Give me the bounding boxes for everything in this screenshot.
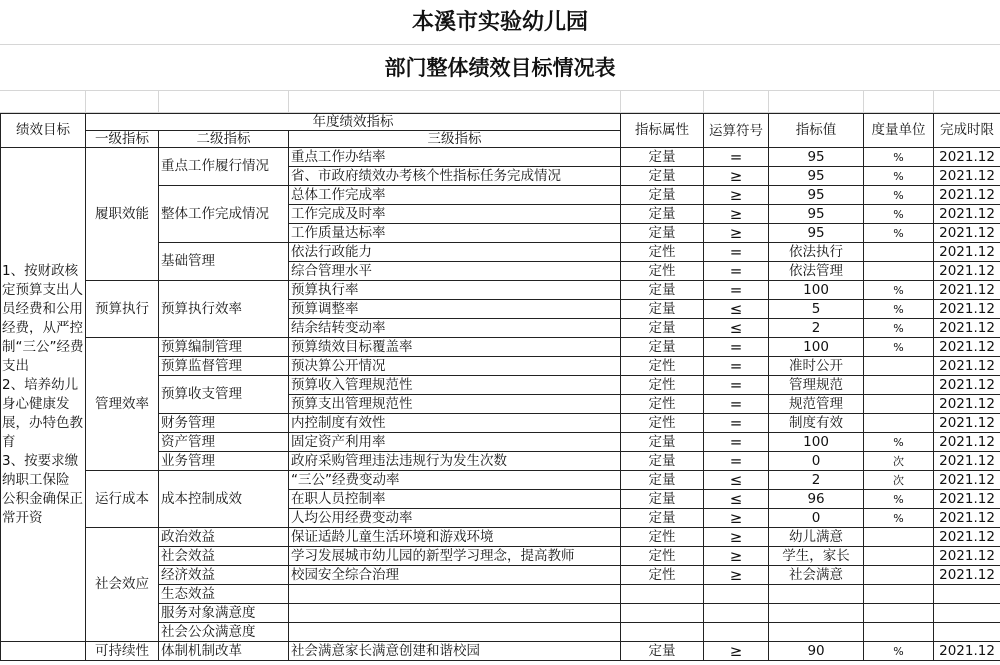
value-cell: 依法执行 [769, 243, 864, 262]
unit-cell: % [864, 167, 934, 186]
level2-cell: 成本控制成效 [159, 471, 289, 528]
level3-cell: 保证适龄儿童生活环境和游戏环境 [289, 528, 621, 547]
unit-cell: % [864, 224, 934, 243]
level3-cell: “三公”经费变动率 [289, 471, 621, 490]
time-cell: 2021.12 [934, 566, 1000, 585]
time-cell: 2021.12 [934, 433, 1000, 452]
level3-cell: 学习发展城市幼儿园的新型学习理念，提高教师 [289, 547, 621, 566]
level3-cell: 依法行政能力 [289, 243, 621, 262]
time-cell: 2021.12 [934, 642, 1000, 661]
attr-cell: 定量 [621, 167, 704, 186]
level2-cell: 预算监督管理 [159, 357, 289, 376]
value-cell: 规范管理 [769, 395, 864, 414]
op-cell [704, 604, 769, 623]
unit-cell: % [864, 148, 934, 167]
unit-cell: % [864, 642, 934, 661]
attr-cell: 定量 [621, 281, 704, 300]
op-cell: ≥ [704, 509, 769, 528]
op-cell: = [704, 414, 769, 433]
unit-cell: % [864, 186, 934, 205]
attr-cell: 定量 [621, 471, 704, 490]
level3-cell: 在职人员控制率 [289, 490, 621, 509]
header-value: 指标值 [769, 114, 864, 148]
unit-cell: 次 [864, 452, 934, 471]
level3-cell: 预算收入管理规范性 [289, 376, 621, 395]
op-cell: ≥ [704, 205, 769, 224]
level3-cell [289, 623, 621, 642]
value-cell: 制度有效 [769, 414, 864, 433]
op-cell: ≤ [704, 300, 769, 319]
unit-cell: % [864, 509, 934, 528]
op-cell: = [704, 395, 769, 414]
time-cell [934, 623, 1000, 642]
goal-text-cell: 1、按财政核定预算支出人员经费和公用经费，从严控制“三公”经费支出 2、培养幼儿身心健康发展，办特色教育 3、按要求缴纳职工保险 公积金确保正常开资 [1, 148, 86, 642]
level3-cell: 工作完成及时率 [289, 205, 621, 224]
attr-cell: 定性 [621, 566, 704, 585]
value-cell: 95 [769, 205, 864, 224]
level3-cell: 结余结转变动率 [289, 319, 621, 338]
unit-cell: % [864, 490, 934, 509]
level2-cell: 预算执行效率 [159, 281, 289, 338]
unit-cell [864, 547, 934, 566]
unit-cell: % [864, 205, 934, 224]
level2-cell: 社会效益 [159, 547, 289, 566]
time-cell: 2021.12 [934, 414, 1000, 433]
op-cell: = [704, 338, 769, 357]
header-level1: 一级指标 [86, 131, 159, 148]
value-cell [769, 604, 864, 623]
time-cell: 2021.12 [934, 471, 1000, 490]
level2-cell: 基础管理 [159, 243, 289, 281]
level1-cell: 运行成本 [86, 471, 159, 528]
unit-cell: % [864, 338, 934, 357]
time-cell: 2021.12 [934, 281, 1000, 300]
value-cell: 95 [769, 224, 864, 243]
op-cell: ≥ [704, 547, 769, 566]
op-cell: = [704, 243, 769, 262]
op-cell: ≥ [704, 224, 769, 243]
attr-cell: 定量 [621, 148, 704, 167]
attr-cell [621, 585, 704, 604]
value-cell: 社会满意 [769, 566, 864, 585]
attr-cell: 定量 [621, 300, 704, 319]
level3-cell: 总体工作完成率 [289, 186, 621, 205]
op-cell: ≥ [704, 642, 769, 661]
level1-cell: 预算执行 [86, 281, 159, 338]
header-goal: 绩效目标 [1, 114, 86, 148]
attr-cell: 定性 [621, 547, 704, 566]
value-cell: 100 [769, 338, 864, 357]
time-cell [934, 585, 1000, 604]
unit-cell [864, 243, 934, 262]
time-cell [934, 604, 1000, 623]
level3-cell: 政府采购管理违法违规行为发生次数 [289, 452, 621, 471]
level3-cell: 人均公用经费变动率 [289, 509, 621, 528]
attr-cell: 定量 [621, 205, 704, 224]
level3-cell [289, 585, 621, 604]
level1-cell: 履职效能 [86, 148, 159, 281]
unit-cell [864, 262, 934, 281]
level2-cell: 业务管理 [159, 452, 289, 471]
op-cell: = [704, 357, 769, 376]
op-cell: = [704, 433, 769, 452]
attr-cell: 定量 [621, 642, 704, 661]
attr-cell: 定量 [621, 186, 704, 205]
level3-cell: 社会满意家长满意创建和谐校园 [289, 642, 621, 661]
level2-cell: 社会公众满意度 [159, 623, 289, 642]
header-op: 运算符号 [704, 114, 769, 148]
level2-cell: 资产管理 [159, 433, 289, 452]
goal-empty-cell [1, 642, 86, 661]
level2-cell: 生态效益 [159, 585, 289, 604]
time-cell: 2021.12 [934, 300, 1000, 319]
op-cell: ≤ [704, 490, 769, 509]
level2-cell: 重点工作履行情况 [159, 148, 289, 186]
op-cell: = [704, 376, 769, 395]
unit-cell [864, 585, 934, 604]
unit-cell [864, 566, 934, 585]
level3-cell: 预算支出管理规范性 [289, 395, 621, 414]
spreadsheet-gridlines [0, 91, 1000, 113]
level3-cell: 固定资产利用率 [289, 433, 621, 452]
value-cell: 2 [769, 471, 864, 490]
attr-cell: 定性 [621, 357, 704, 376]
time-cell: 2021.12 [934, 547, 1000, 566]
header-level3: 三级指标 [289, 131, 621, 148]
time-cell: 2021.12 [934, 262, 1000, 281]
value-cell: 96 [769, 490, 864, 509]
attr-cell: 定量 [621, 490, 704, 509]
value-cell: 95 [769, 186, 864, 205]
time-cell: 2021.12 [934, 452, 1000, 471]
unit-cell [864, 623, 934, 642]
value-cell [769, 623, 864, 642]
attr-cell [621, 623, 704, 642]
level3-cell: 工作质量达标率 [289, 224, 621, 243]
level2-cell: 经济效益 [159, 566, 289, 585]
unit-cell: % [864, 433, 934, 452]
table-title: 部门整体绩效目标情况表 [0, 45, 1000, 91]
unit-cell [864, 357, 934, 376]
table-row [1, 148, 1000, 167]
value-cell: 5 [769, 300, 864, 319]
level2-cell: 预算编制管理 [159, 338, 289, 357]
time-cell: 2021.12 [934, 224, 1000, 243]
time-cell: 2021.12 [934, 509, 1000, 528]
time-cell: 2021.12 [934, 376, 1000, 395]
attr-cell: 定量 [621, 433, 704, 452]
op-cell: ≥ [704, 528, 769, 547]
time-cell: 2021.12 [934, 243, 1000, 262]
level3-cell: 省、市政府绩效办考核个性指标任务完成情况 [289, 167, 621, 186]
level2-cell: 政治效益 [159, 528, 289, 547]
value-cell: 100 [769, 433, 864, 452]
attr-cell: 定量 [621, 319, 704, 338]
time-cell: 2021.12 [934, 148, 1000, 167]
attr-cell: 定量 [621, 509, 704, 528]
attr-cell: 定性 [621, 395, 704, 414]
header-level2: 二级指标 [159, 131, 289, 148]
op-cell: = [704, 452, 769, 471]
attr-cell: 定量 [621, 452, 704, 471]
time-cell: 2021.12 [934, 528, 1000, 547]
attr-cell: 定性 [621, 243, 704, 262]
attr-cell: 定量 [621, 338, 704, 357]
performance-table [0, 113, 1000, 661]
op-cell [704, 585, 769, 604]
unit-cell: % [864, 319, 934, 338]
table-row [1, 528, 1000, 547]
op-cell: ≥ [704, 566, 769, 585]
header-annual: 年度绩效指标 [86, 114, 621, 131]
level3-cell [289, 604, 621, 623]
time-cell: 2021.12 [934, 186, 1000, 205]
level1-cell: 社会效应 [86, 528, 159, 642]
time-cell: 2021.12 [934, 395, 1000, 414]
unit-cell: % [864, 300, 934, 319]
attr-cell: 定性 [621, 528, 704, 547]
level3-cell: 预算绩效目标覆盖率 [289, 338, 621, 357]
value-cell: 95 [769, 148, 864, 167]
level2-cell: 体制机制改革 [159, 642, 289, 661]
header-time: 完成时限 [934, 114, 1000, 148]
unit-cell: % [864, 281, 934, 300]
level1-cell: 管理效率 [86, 338, 159, 471]
header-attr: 指标属性 [621, 114, 704, 148]
level3-cell: 预算执行率 [289, 281, 621, 300]
attr-cell: 定性 [621, 376, 704, 395]
table-row [1, 338, 1000, 357]
value-cell: 管理规范 [769, 376, 864, 395]
time-cell: 2021.12 [934, 338, 1000, 357]
level3-cell: 校园安全综合治理 [289, 566, 621, 585]
value-cell: 90 [769, 642, 864, 661]
attr-cell [621, 604, 704, 623]
value-cell: 幼儿满意 [769, 528, 864, 547]
op-cell: ≤ [704, 471, 769, 490]
value-cell: 2 [769, 319, 864, 338]
level1-cell: 可持续性 [86, 642, 159, 661]
op-cell: ≥ [704, 167, 769, 186]
unit-cell [864, 604, 934, 623]
time-cell: 2021.12 [934, 319, 1000, 338]
level3-cell: 内控制度有效性 [289, 414, 621, 433]
header-row-1 [1, 114, 1000, 131]
value-cell: 学生，家长 [769, 547, 864, 566]
op-cell: = [704, 262, 769, 281]
op-cell: = [704, 148, 769, 167]
header-unit: 度量单位 [864, 114, 934, 148]
value-cell: 95 [769, 167, 864, 186]
value-cell: 100 [769, 281, 864, 300]
value-cell: 0 [769, 452, 864, 471]
org-title: 本溪市实验幼儿园 [0, 0, 1000, 45]
time-cell: 2021.12 [934, 357, 1000, 376]
level2-cell: 财务管理 [159, 414, 289, 433]
op-cell: ≥ [704, 186, 769, 205]
table-row [1, 281, 1000, 300]
level3-cell: 重点工作办结率 [289, 148, 621, 167]
unit-cell [864, 395, 934, 414]
value-cell [769, 585, 864, 604]
unit-cell [864, 376, 934, 395]
attr-cell: 定性 [621, 262, 704, 281]
time-cell: 2021.12 [934, 490, 1000, 509]
unit-cell [864, 414, 934, 433]
value-cell: 准时公开 [769, 357, 864, 376]
op-cell: = [704, 281, 769, 300]
level3-cell: 预决算公开情况 [289, 357, 621, 376]
op-cell: ≤ [704, 319, 769, 338]
time-cell: 2021.12 [934, 167, 1000, 186]
level3-cell: 综合管理水平 [289, 262, 621, 281]
op-cell [704, 623, 769, 642]
unit-cell [864, 528, 934, 547]
level2-cell: 整体工作完成情况 [159, 186, 289, 243]
table-row [1, 471, 1000, 490]
time-cell: 2021.12 [934, 205, 1000, 224]
value-cell: 0 [769, 509, 864, 528]
level2-cell: 服务对象满意度 [159, 604, 289, 623]
level3-cell: 预算调整率 [289, 300, 621, 319]
unit-cell: 次 [864, 471, 934, 490]
value-cell: 依法管理 [769, 262, 864, 281]
attr-cell: 定量 [621, 224, 704, 243]
attr-cell: 定性 [621, 414, 704, 433]
table-row [1, 642, 1000, 661]
level2-cell: 预算收支管理 [159, 376, 289, 414]
